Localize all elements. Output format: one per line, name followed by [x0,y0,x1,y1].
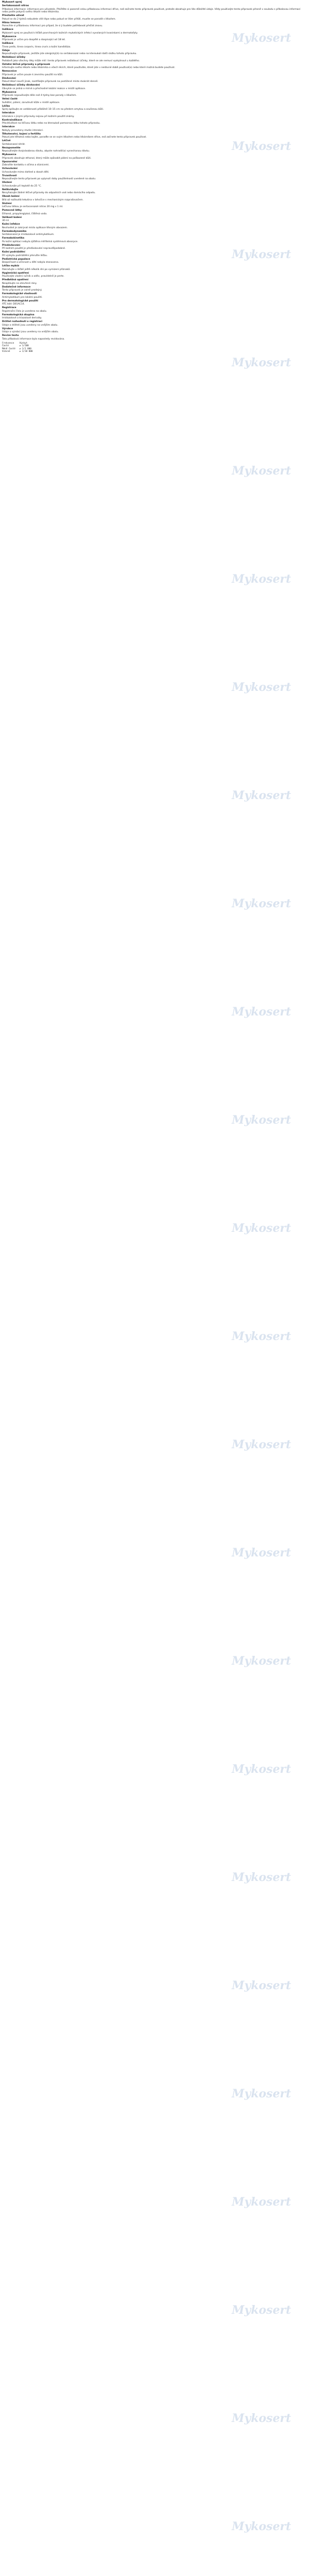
document-section [2,77,307,84]
section-paragraph: Mykosert sprej se používá k léčbě povrchových kožních mykotických infekcí vyvolaných kvasinkami a dermatofyty. [2,31,138,35]
section-paragraph: Přecitlivělost na léčivou látku nebo na kteroukoli pomocnou látku tohoto přípravku. [2,122,100,125]
section-paragraph: Nevhodné je zakrývat místo aplikace těsným obvazem. [2,226,68,229]
document-section [2,230,307,237]
section-heading: Farmakokinetika [2,237,25,240]
section-heading: Velikost balení [2,216,22,219]
watermark-logo: Mykosert [232,1113,291,1127]
section-heading: Nelikvidujte [2,188,19,191]
watermark-logo: Mykosert [232,1762,291,1776]
watermark-logo: Mykosert [232,464,291,478]
section-paragraph: Údaje o výrobci jsou uvedeny na vnějším obalu. [2,331,59,334]
section-paragraph: Registrační číslo je uvedeno na obalu. [2,310,47,313]
section-heading: Uložení [2,181,12,184]
section-paragraph: Ponechte si příbalovou informaci pro případ, že si ji budete potřebovat přečíst znovu. [2,25,103,28]
document-section [2,154,307,160]
section-paragraph: Pokračujte v léčbě ještě několik dní po vymizení příznaků. [2,268,71,271]
document-section [2,300,307,307]
document-section [2,36,307,42]
document-section [2,42,307,49]
section-paragraph: Informujte svého lékaře nebo lékárníka o všech lécích, které používáte, které jste v nedávné době používal(a) nebo které možná budete používat. [2,66,175,70]
section-heading: Mykoserce [2,35,16,38]
document-section [2,167,307,174]
section-paragraph: Tinea pedis, tinea corporis, tinea cruris a kožní kandidóza. [2,45,71,48]
table-line: Časté ≥ 1/100 [2,345,29,348]
watermark-logo: Mykosert [232,2412,291,2425]
document-body [2,1,307,341]
section-paragraph: Tento přípravek je volně prodejný. [2,289,42,292]
section-paragraph: ATC kód: D01AC14. [2,303,25,306]
section-paragraph: Přípravek je určen pro dospělé a dospívající od 18 let. [2,39,66,42]
section-paragraph: Nepoužívejte tento přípravek po uplynutí doby použitelnosti uvedené na obalu. [2,178,96,181]
document-section [2,63,307,70]
document-section [2,265,307,272]
section-paragraph: Svědění, pálení, zarudnutí kůže v místě aplikace. [2,101,60,104]
watermark-logo: Mykosert [232,1654,291,1668]
document-section [2,84,307,91]
section-paragraph: Nepoužívejte přípravek, jestliže jste alergický(á) na sertakonazol nebo na kteroukoli další složku tohoto přípravku. [2,53,137,56]
section-paragraph: Interakce s jinými přípravky nejsou při kožním použití známy. [2,115,75,118]
section-heading: Upozornění [2,160,18,163]
section-paragraph: Imidazolové a triazolové deriváty. [2,317,42,320]
document-section [2,161,307,167]
section-paragraph: Léčivou látkou je sertaconazoli nitras 20 mg v 1 ml. [2,206,63,209]
section-paragraph: Přípravek je určen pouze k zevnímu použití na kůži. [2,73,63,76]
document-section [2,98,307,105]
watermark-logo: Mykosert [232,248,291,261]
watermark-logo: Mykosert [232,140,291,153]
section-heading: Složení [2,202,12,205]
section-paragraph: Údaje o držiteli jsou uvedeny na vnějším obalu. [2,324,58,327]
section-paragraph: 30 ml [2,219,9,223]
document-section [2,202,307,209]
watermark-logo: Mykosert [232,1222,291,1235]
section-heading: Mykosert sprej [2,1,22,4]
section-heading: Farmakologická skupina [2,313,35,316]
document-section [2,133,307,140]
watermark-logo: Mykosert [232,2195,291,2209]
document-section [2,334,307,341]
section-paragraph: Antimykotikum pro lokální použití. [2,296,43,299]
document-section [2,258,307,265]
section-heading: Registrace [2,307,16,309]
section-heading: Léčba mykóz [2,265,20,267]
section-paragraph: Při kožním použití je předávkování nepravděpodobné. [2,247,66,250]
section-paragraph: Uchovávejte mimo dohled a dosah dětí. [2,171,49,174]
section-paragraph: Po kožní aplikaci nebyla zjištěna měřitelná systémová absorpce. [2,240,78,243]
section-heading: Revize textu [2,334,19,337]
watermark-logo: Mykosert [232,1438,291,1451]
section-heading: Trvanlivost [2,174,17,177]
section-heading: Nezapomeňte [2,146,21,149]
section-heading: Ostatní léčivé přípravky a přípravek [2,63,50,66]
section-heading: Velmi časté [2,98,18,100]
document-section [2,28,307,35]
document-section [2,320,307,327]
section-paragraph: Přípravek nepoužívejte déle než 4 týdny bez porady s lékařem. [2,94,77,97]
section-paragraph: Podobně jako všechny léky může mít i tento přípravek nežádoucí účinky, které se ale nemusí vyskytnout u každého. [2,59,140,62]
watermark-logo: Mykosert [232,1005,291,1019]
section-heading: Hygienická opatření [2,272,29,275]
section-heading: Přestaňte užívat [2,14,24,17]
section-heading: Výrobce [2,327,13,330]
document-section [2,314,307,320]
table-line: Vzácné ≥ 1/10 000 [2,350,33,353]
watermark-logo: Mykosert [232,356,291,369]
document-section [2,237,307,244]
section-heading: Farmakodynamika [2,230,27,233]
section-paragraph: Nepoužívejte dvojnásobnou dávku, abyste nahradil(a) vynechanou dávku. [2,150,90,153]
document-section [2,251,307,258]
section-heading: Pro dermatologické použití [2,299,38,302]
table-line: Frekvence Výskyt [2,342,28,345]
document-section [2,112,307,118]
watermark-logo: Mykosert [232,789,291,802]
section-heading: Léčba [2,105,10,108]
section-heading: Nežádoucí účinky [2,56,26,59]
section-heading: Kontraindikace [2,118,23,122]
section-heading: Interakce [2,126,15,128]
section-paragraph: Sprej aplikujte ze vzdálenosti přibližně 10–15 cm na předem omytou a osušenou kůži. [2,108,104,111]
document-section [2,22,307,28]
document-section [2,91,307,98]
watermark-logo: Mykosert [232,1546,291,1560]
section-heading: Těhotenství, kojení a fertilita [2,132,41,135]
section-heading: Mykoserce [2,154,16,156]
document-section [2,147,307,154]
section-paragraph: Uchovávejte při teplotě do 25 °C. [2,184,42,188]
watermark-logo: Mykosert [232,897,291,910]
watermark-logo: Mykosert [232,572,291,586]
section-heading: Pomocné látky [2,209,22,212]
watermark-logo: Mykosert [232,1330,291,1343]
section-heading: Interakce [2,112,15,114]
section-paragraph: Při výskytu podráždění přerušte léčbu. [2,254,48,257]
section-paragraph: Obvykle se jedná o mírné a přechodné lokální reakce v místě aplikace. [2,87,86,90]
watermark-logo: Mykosert [232,1871,291,1884]
section-paragraph: Sertakonazol nitrát. [2,143,26,146]
document-section [2,140,307,146]
watermark-logo: Mykosert [232,1979,291,1992]
document-section [2,1,307,4]
watermark-logo: Mykosert [232,681,291,694]
section-paragraph: Neaplikujte na otevřené rány. [2,282,37,285]
section-paragraph: Bílá až nažloutlá tekutina v lahvičce s mechanickým rozprašovačem. [2,198,83,201]
watermark-logo: Mykosert [232,2087,291,2100]
document-section [2,209,307,216]
section-paragraph: Pokud lékař neurčí jinak, nastříkejte přípravek na postižené místo dvakrát denně. [2,80,98,83]
section-heading: Sertakonazoli nitras [2,4,29,7]
section-paragraph: Tato příbalová informace byla naposledy revidována. [2,337,65,341]
section-heading: Dodatečné informace [2,285,31,289]
section-paragraph: Používejte vlastní ručník a oděv, pravidelně je perte. [2,275,64,278]
section-heading: Farmakologické vlastnosti [2,293,37,295]
watermark-logo: Mykosert [232,2303,291,2317]
document-section [2,286,307,293]
document-section [2,119,307,126]
section-heading: Obsah balení [2,195,20,198]
document-section [2,105,307,112]
document-section [2,216,307,223]
section-heading: Kožní podráždění [2,251,25,253]
section-heading: Nemocnice [2,70,17,73]
section-heading: Uchovávání [2,167,18,170]
document-section [2,272,307,279]
section-heading: Držitel rozhodnutí o registraci [2,320,43,323]
document-section [2,195,307,202]
section-paragraph: Nevyhazujte žádné léčivé přípravky do odpadních vod nebo domácího odpadu. [2,192,96,195]
section-heading: Indikace [2,28,13,31]
table-line: Méně časté ≥ 1/1 000 [2,347,31,350]
section-heading: Dávkování [2,77,16,80]
document-section [2,279,307,285]
frequency-table [2,342,307,353]
section-heading: Kožní infekce [2,223,20,226]
document-section [2,307,307,313]
section-paragraph: Pokud se do 2 týdnů nebudete cítit lépe nebo pokud se Vám přitíží, musíte se poradit s lékařem. [2,18,116,21]
section-heading: Hlásu lemuvo [2,21,21,24]
document-section [2,328,307,334]
document-section [2,70,307,77]
section-heading: Indikace [2,42,13,45]
section-heading: Mykoserce [2,91,16,94]
document-section [2,189,307,195]
section-heading: Údaje [2,49,10,52]
section-heading: Předběžná opatření [2,279,29,281]
section-heading: Léčivé [2,140,11,142]
document-section [2,181,307,188]
document-section [2,126,307,132]
document-section [2,293,307,299]
section-paragraph: Sertakonazol je imidazolové antimykotikum. [2,233,55,236]
section-paragraph: Bezpečnost a účinnost u dětí nebyla stanovena. [2,261,59,264]
document-section [2,49,307,56]
section-paragraph: Nebyly provedeny studie interakcí. [2,129,44,132]
section-heading: Pediatrická populace [2,258,30,261]
document-section [2,244,307,251]
document-section [2,175,307,181]
section-paragraph: Pokud jste těhotná nebo kojíte, poraďte se se svým lékařem nebo lékárníkem dříve, než začnete tento přípravek používat. [2,136,147,139]
section-paragraph: Zabraňte kontaktu s očima a sliznicemi. [2,164,49,167]
document-section [2,56,307,63]
watermark-logo: Mykosert [232,2520,291,2533]
section-paragraph: Příbalová informace: informace pro uživatele. Přečtěte si pozorně celou příbalovou informaci dříve, než začnete tento přípravek používat, protože obsahuje pro Vás důležité údaje. Vždy používejte tento přípravek přesně v souladu s příbalovou informací nebo podle pokynů svého lékaře nebo lékárníka. [2,8,301,14]
section-heading: Předávkování [2,244,21,247]
document-section [2,223,307,230]
document-section [2,14,307,21]
watermark-logo: Mykosert [232,31,291,45]
section-heading: Nežádoucí účinky dávkování [2,84,40,87]
document-section [2,5,307,14]
section-paragraph: Ethanol, propylenglykol, čištěná voda. [2,212,47,215]
section-paragraph: Přípravek obsahuje ethanol, který může způsobit pálení na poškozené kůži. [2,157,92,160]
